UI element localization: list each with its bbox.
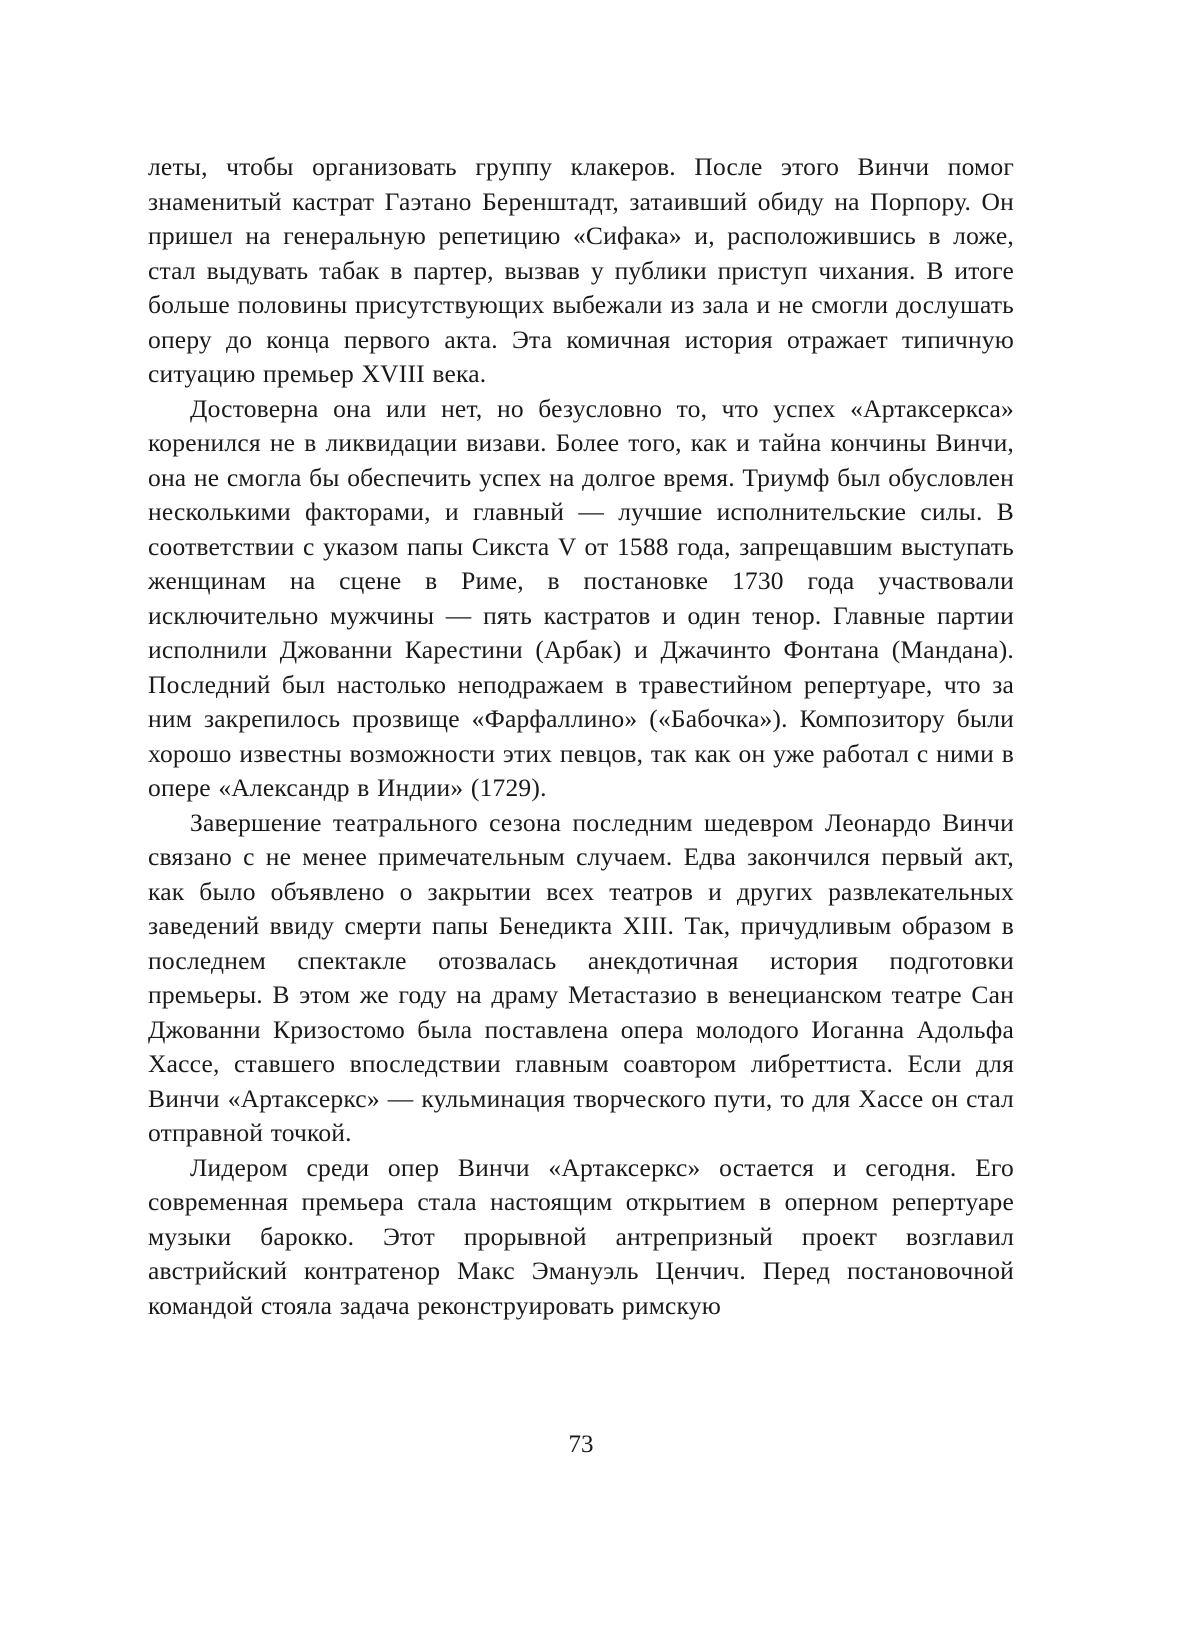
paragraph: Лидером среди опер Винчи «Артаксеркс» остается и сегодня. Его современная премьера стала настоящим открытием в оперном репертуаре музыки барокко. Этот прорывной антрепризный проект возглавил австрийский контратенор Макс Эмануэль Ценчич. Перед постановочной командой стояла задача реконструировать римскую: [148, 1152, 1014, 1320]
page-number: 73: [568, 1431, 594, 1458]
page-text: [148, 150, 1014, 1323]
paragraph: Достоверна она или нет, но безусловно то, что успех «Артаксеркса» коренился не в ликвидации визави. Более того, как и тайна кончины Винчи, она не смогла бы обеспечить успех на долгое время. Триумф был обусловлен несколькими факторами, и главный — лучшие исполнительские силы. В соответствии с указом папы Сикста V от 1588 года, запрещавшим выступать женщинам на сцене в Риме, в постановке 1730 года участвовали исключительно мужчины — пять кастратов и один тенор. Главные партии исполнили Джованни Карестини (Арбак) и Джачинто Фонтана (Мандана). Последний был настолько неподражаем в травестийном репертуаре, что за ним закрепилось прозвище «Фарфаллино» («Бабочка»). Композитору были хорошо известны возможности этих певцов, так как он уже работал с ними в опере «Александр в Индии» (1729).: [148, 393, 1014, 802]
paragraph: Завершение театрального сезона последним шедевром Леонардо Винчи связано с не менее примечательным случаем. Едва закончился первый акт, как было объявлено о закрытии всех театров и других развлекательных заведений ввиду смерти папы Бенедикта XIII. Так, причудливым образом в последнем спектакле отозвалась анекдотичная история подготовки премьеры. В этом же году на драму Метастазио в венецианском театре Сан Джованни Кризостомо была поставлена опера молодого Иоганна Адольфа Хассе, ставшего впоследствии главным соавтором либреттиста. Если для Винчи «Артаксеркс» — кульминация творческого пути, то для Хассе он стал отправной точкой.: [148, 807, 1014, 1147]
paragraph: леты, чтобы организовать группу клакеров. После этого Винчи помог знаменитый кастрат Гаэтано Беренштадт, затаивший обиду на Порпору. Он пришел на генеральную репетицию «Сифака» и, расположившись в ложе, стал выдувать табак в партер, вызвав у публики приступ чихания. В итоге больше половины присутствующих выбежали из зала и не смогли дослушать оперу до конца первого акта. Эта комичная история отражает типичную ситуацию премьер XVIII века.: [148, 152, 1014, 388]
